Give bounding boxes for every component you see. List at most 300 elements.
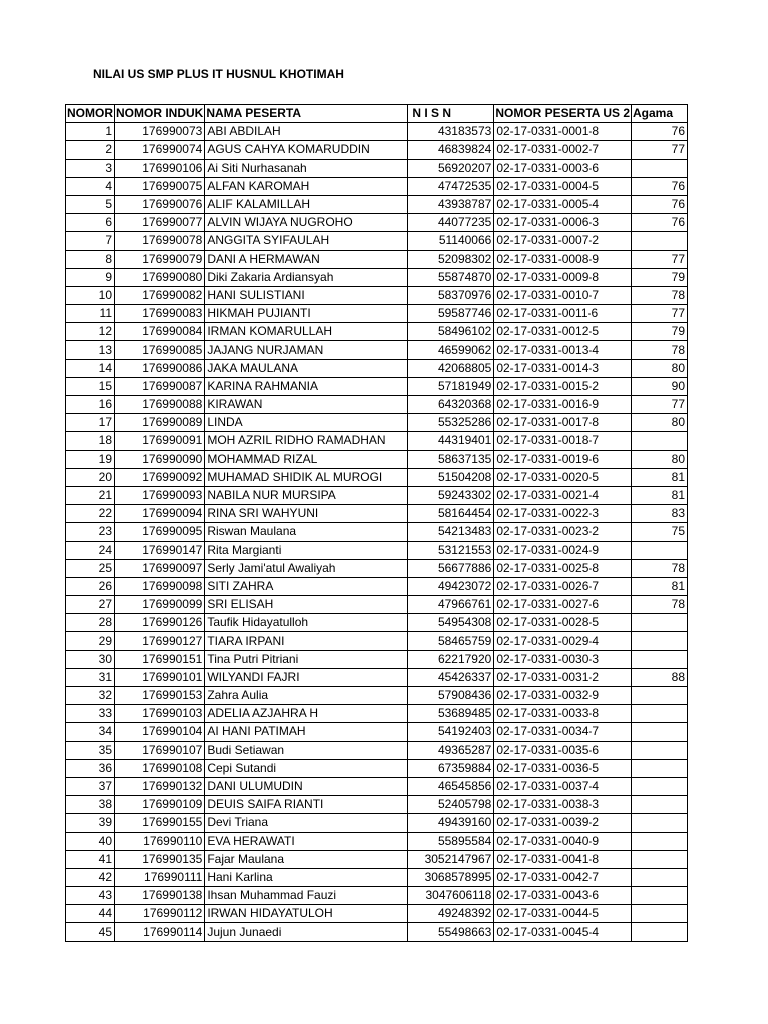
agama-score-cell bbox=[632, 814, 688, 832]
row-number: 17 bbox=[66, 414, 115, 432]
table-row bbox=[66, 141, 688, 159]
nomor-induk-cell: 176990155 bbox=[115, 814, 205, 832]
row-number: 14 bbox=[66, 359, 115, 377]
nisn-cell: 51504208 bbox=[408, 468, 494, 486]
agama-score-cell bbox=[632, 159, 688, 177]
nama-peserta-cell: Tina Putri Pitriani bbox=[205, 650, 408, 668]
agama-score-cell: 78 bbox=[632, 341, 688, 359]
agama-score-cell bbox=[632, 850, 688, 868]
nomor-peserta-cell: 02-17-0331-0041-8 bbox=[494, 850, 632, 868]
nama-peserta-cell: KIRAWAN bbox=[205, 396, 408, 414]
nomor-induk-cell: 176990132 bbox=[115, 777, 205, 795]
nomor-induk-cell: 176990135 bbox=[115, 850, 205, 868]
nomor-induk-cell: 176990106 bbox=[115, 159, 205, 177]
nisn-cell: 46839824 bbox=[408, 141, 494, 159]
nomor-induk-cell: 176990080 bbox=[115, 268, 205, 286]
table-row bbox=[66, 541, 688, 559]
nomor-induk-cell: 176990101 bbox=[115, 668, 205, 686]
nomor-peserta-cell: 02-17-0331-0029-4 bbox=[494, 632, 632, 650]
nisn-cell: 46545856 bbox=[408, 777, 494, 795]
nama-peserta-cell: EVA HERAWATI bbox=[205, 832, 408, 850]
nama-peserta-cell: Fajar Maulana bbox=[205, 850, 408, 868]
nisn-cell: 58637135 bbox=[408, 450, 494, 468]
agama-score-cell: 80 bbox=[632, 414, 688, 432]
nomor-peserta-cell: 02-17-0331-0003-6 bbox=[494, 159, 632, 177]
nama-peserta-cell: Zahra Aulia bbox=[205, 687, 408, 705]
row-number: 39 bbox=[66, 814, 115, 832]
agama-score-cell bbox=[632, 650, 688, 668]
agama-score-cell bbox=[632, 705, 688, 723]
nomor-peserta-cell: 02-17-0331-0008-9 bbox=[494, 250, 632, 268]
nama-peserta-cell: ALFAN KAROMAH bbox=[205, 177, 408, 195]
agama-score-cell bbox=[632, 741, 688, 759]
row-number: 25 bbox=[66, 559, 115, 577]
nisn-cell: 64320368 bbox=[408, 396, 494, 414]
nomor-induk-cell: 176990114 bbox=[115, 923, 205, 941]
agama-score-cell bbox=[632, 759, 688, 777]
nomor-peserta-cell: 02-17-0331-0044-5 bbox=[494, 905, 632, 923]
agama-score-cell: 76 bbox=[632, 177, 688, 195]
nisn-cell: 55498663 bbox=[408, 923, 494, 941]
agama-score-cell: 81 bbox=[632, 468, 688, 486]
row-number: 43 bbox=[66, 887, 115, 905]
row-number: 3 bbox=[66, 159, 115, 177]
nomor-peserta-cell: 02-17-0331-0036-5 bbox=[494, 759, 632, 777]
nomor-peserta-cell: 02-17-0331-0015-2 bbox=[494, 377, 632, 395]
nomor-induk-cell: 176990084 bbox=[115, 323, 205, 341]
nisn-cell: 55874870 bbox=[408, 268, 494, 286]
table-body bbox=[66, 123, 688, 941]
nama-peserta-cell: AI HANI PATIMAH bbox=[205, 723, 408, 741]
nomor-induk-cell: 176990147 bbox=[115, 541, 205, 559]
agama-score-cell bbox=[632, 723, 688, 741]
nama-peserta-cell: MOH AZRIL RIDHO RAMADHAN bbox=[205, 432, 408, 450]
nisn-cell: 3068578995 bbox=[408, 868, 494, 886]
row-number: 27 bbox=[66, 596, 115, 614]
nama-peserta-cell: LINDA bbox=[205, 414, 408, 432]
agama-score-cell: 75 bbox=[632, 523, 688, 541]
nisn-cell: 56677886 bbox=[408, 559, 494, 577]
agama-score-cell bbox=[632, 796, 688, 814]
nomor-induk-cell: 176990078 bbox=[115, 232, 205, 250]
nomor-induk-cell: 176990091 bbox=[115, 432, 205, 450]
nomor-induk-cell: 176990083 bbox=[115, 305, 205, 323]
nisn-cell: 52405798 bbox=[408, 796, 494, 814]
nomor-induk-cell: 176990112 bbox=[115, 905, 205, 923]
nomor-induk-cell: 176990097 bbox=[115, 559, 205, 577]
row-number: 36 bbox=[66, 759, 115, 777]
table-row bbox=[66, 523, 688, 541]
table-row bbox=[66, 796, 688, 814]
agama-score-cell: 80 bbox=[632, 450, 688, 468]
nama-peserta-cell: ADELIA AZJAHRA H bbox=[205, 705, 408, 723]
table-row bbox=[66, 723, 688, 741]
nomor-peserta-cell: 02-17-0331-0002-7 bbox=[494, 141, 632, 159]
nama-peserta-cell: Riswan Maulana bbox=[205, 523, 408, 541]
nomor-peserta-cell: 02-17-0331-0037-4 bbox=[494, 777, 632, 795]
nisn-cell: 53121553 bbox=[408, 541, 494, 559]
nama-peserta-cell: SRI ELISAH bbox=[205, 596, 408, 614]
row-number: 20 bbox=[66, 468, 115, 486]
nisn-cell: 49248392 bbox=[408, 905, 494, 923]
table-row bbox=[66, 505, 688, 523]
agama-score-cell bbox=[632, 832, 688, 850]
nisn-cell: 67359884 bbox=[408, 759, 494, 777]
header-nomor-induk: NOMOR INDUK bbox=[115, 105, 205, 123]
nama-peserta-cell: IRMAN KOMARULLAH bbox=[205, 323, 408, 341]
row-number: 26 bbox=[66, 577, 115, 595]
table-row bbox=[66, 177, 688, 195]
table-row bbox=[66, 159, 688, 177]
nomor-peserta-cell: 02-17-0331-0024-9 bbox=[494, 541, 632, 559]
nomor-peserta-cell: 02-17-0331-0043-6 bbox=[494, 887, 632, 905]
nisn-cell: 58465759 bbox=[408, 632, 494, 650]
nomor-peserta-cell: 02-17-0331-0033-8 bbox=[494, 705, 632, 723]
table-row bbox=[66, 250, 688, 268]
nisn-cell: 58164454 bbox=[408, 505, 494, 523]
nomor-peserta-cell: 02-17-0331-0039-2 bbox=[494, 814, 632, 832]
nama-peserta-cell: Cepi Sutandi bbox=[205, 759, 408, 777]
agama-score-cell bbox=[632, 887, 688, 905]
student-grades-table bbox=[65, 104, 688, 942]
nama-peserta-cell: Devi Triana bbox=[205, 814, 408, 832]
nama-peserta-cell: KARINA RAHMANIA bbox=[205, 377, 408, 395]
nomor-peserta-cell: 02-17-0331-0018-7 bbox=[494, 432, 632, 450]
agama-score-cell bbox=[632, 541, 688, 559]
row-number: 41 bbox=[66, 850, 115, 868]
agama-score-cell bbox=[632, 232, 688, 250]
agama-score-cell: 79 bbox=[632, 268, 688, 286]
nama-peserta-cell: IRWAN HIDAYATULOH bbox=[205, 905, 408, 923]
row-number: 23 bbox=[66, 523, 115, 541]
agama-score-cell: 80 bbox=[632, 359, 688, 377]
nomor-induk-cell: 176990109 bbox=[115, 796, 205, 814]
nomor-induk-cell: 176990138 bbox=[115, 887, 205, 905]
table-row bbox=[66, 614, 688, 632]
nomor-induk-cell: 176990093 bbox=[115, 486, 205, 504]
nomor-peserta-cell: 02-17-0331-0022-3 bbox=[494, 505, 632, 523]
nama-peserta-cell: ALIF KALAMILLAH bbox=[205, 195, 408, 213]
nomor-peserta-cell: 02-17-0331-0017-8 bbox=[494, 414, 632, 432]
nisn-cell: 59243302 bbox=[408, 486, 494, 504]
nomor-induk-cell: 176990087 bbox=[115, 377, 205, 395]
nisn-cell: 44077235 bbox=[408, 214, 494, 232]
table-row bbox=[66, 377, 688, 395]
nomor-induk-cell: 176990077 bbox=[115, 214, 205, 232]
nisn-cell: 59587746 bbox=[408, 305, 494, 323]
agama-score-cell: 76 bbox=[632, 123, 688, 141]
nomor-peserta-cell: 02-17-0331-0045-4 bbox=[494, 923, 632, 941]
row-number: 6 bbox=[66, 214, 115, 232]
nisn-cell: 3047606118 bbox=[408, 887, 494, 905]
nama-peserta-cell: SITI ZAHRA bbox=[205, 577, 408, 595]
table-row bbox=[66, 305, 688, 323]
agama-score-cell: 83 bbox=[632, 505, 688, 523]
table-row bbox=[66, 286, 688, 304]
nomor-peserta-cell: 02-17-0331-0005-4 bbox=[494, 195, 632, 213]
agama-score-cell bbox=[632, 868, 688, 886]
nomor-induk-cell: 176990127 bbox=[115, 632, 205, 650]
nama-peserta-cell: Taufik Hidayatulloh bbox=[205, 614, 408, 632]
table-row bbox=[66, 832, 688, 850]
nomor-peserta-cell: 02-17-0331-0027-6 bbox=[494, 596, 632, 614]
header-nama-peserta: NAMA PESERTA bbox=[205, 105, 408, 123]
nomor-peserta-cell: 02-17-0331-0010-7 bbox=[494, 286, 632, 304]
header-agama: Agama bbox=[632, 105, 688, 123]
nisn-cell: 56920207 bbox=[408, 159, 494, 177]
nomor-induk-cell: 176990151 bbox=[115, 650, 205, 668]
nisn-cell: 47966761 bbox=[408, 596, 494, 614]
row-number: 44 bbox=[66, 905, 115, 923]
table-row bbox=[66, 123, 688, 141]
nomor-peserta-cell: 02-17-0331-0011-6 bbox=[494, 305, 632, 323]
table-row bbox=[66, 195, 688, 213]
nisn-cell: 49365287 bbox=[408, 741, 494, 759]
nisn-cell: 54192403 bbox=[408, 723, 494, 741]
agama-score-cell: 78 bbox=[632, 559, 688, 577]
row-number: 38 bbox=[66, 796, 115, 814]
nisn-cell: 55895584 bbox=[408, 832, 494, 850]
nomor-induk-cell: 176990088 bbox=[115, 396, 205, 414]
nama-peserta-cell: MOHAMMAD RIZAL bbox=[205, 450, 408, 468]
row-number: 32 bbox=[66, 687, 115, 705]
row-number: 19 bbox=[66, 450, 115, 468]
agama-score-cell: 88 bbox=[632, 668, 688, 686]
agama-score-cell bbox=[632, 777, 688, 795]
table-row bbox=[66, 741, 688, 759]
table-row bbox=[66, 814, 688, 832]
agama-score-cell: 79 bbox=[632, 323, 688, 341]
row-number: 30 bbox=[66, 650, 115, 668]
table-row bbox=[66, 450, 688, 468]
table-row bbox=[66, 668, 688, 686]
nomor-peserta-cell: 02-17-0331-0009-8 bbox=[494, 268, 632, 286]
table-row bbox=[66, 396, 688, 414]
row-number: 2 bbox=[66, 141, 115, 159]
row-number: 7 bbox=[66, 232, 115, 250]
nama-peserta-cell: HIKMAH PUJIANTI bbox=[205, 305, 408, 323]
nomor-peserta-cell: 02-17-0331-0034-7 bbox=[494, 723, 632, 741]
row-number: 8 bbox=[66, 250, 115, 268]
nomor-induk-cell: 176990089 bbox=[115, 414, 205, 432]
row-number: 24 bbox=[66, 541, 115, 559]
header-nomor-peserta: NOMOR PESERTA US 2 bbox=[494, 105, 632, 123]
nama-peserta-cell: RINA SRI WAHYUNI bbox=[205, 505, 408, 523]
nomor-induk-cell: 176990104 bbox=[115, 723, 205, 741]
row-number: 15 bbox=[66, 377, 115, 395]
nama-peserta-cell: MUHAMAD SHIDIK AL MUROGI bbox=[205, 468, 408, 486]
nomor-peserta-cell: 02-17-0331-0020-5 bbox=[494, 468, 632, 486]
table-row bbox=[66, 577, 688, 595]
row-number: 16 bbox=[66, 396, 115, 414]
nisn-cell: 44319401 bbox=[408, 432, 494, 450]
nomor-peserta-cell: 02-17-0331-0028-5 bbox=[494, 614, 632, 632]
row-number: 31 bbox=[66, 668, 115, 686]
nomor-induk-cell: 176990075 bbox=[115, 177, 205, 195]
table-row bbox=[66, 650, 688, 668]
table-row bbox=[66, 268, 688, 286]
nomor-peserta-cell: 02-17-0331-0006-3 bbox=[494, 214, 632, 232]
table-row bbox=[66, 687, 688, 705]
row-number: 35 bbox=[66, 741, 115, 759]
nomor-peserta-cell: 02-17-0331-0014-3 bbox=[494, 359, 632, 377]
agama-score-cell: 90 bbox=[632, 377, 688, 395]
nisn-cell: 58370976 bbox=[408, 286, 494, 304]
table-row bbox=[66, 887, 688, 905]
nomor-peserta-cell: 02-17-0331-0040-9 bbox=[494, 832, 632, 850]
nama-peserta-cell: TIARA IRPANI bbox=[205, 632, 408, 650]
table-row bbox=[66, 432, 688, 450]
agama-score-cell bbox=[632, 614, 688, 632]
nomor-peserta-cell: 02-17-0331-0038-3 bbox=[494, 796, 632, 814]
table-row bbox=[66, 705, 688, 723]
nomor-induk-cell: 176990082 bbox=[115, 286, 205, 304]
agama-score-cell: 81 bbox=[632, 486, 688, 504]
nomor-induk-cell: 176990126 bbox=[115, 614, 205, 632]
row-number: 42 bbox=[66, 868, 115, 886]
nisn-cell: 54213483 bbox=[408, 523, 494, 541]
nama-peserta-cell: Rita Margianti bbox=[205, 541, 408, 559]
agama-score-cell bbox=[632, 687, 688, 705]
table-row bbox=[66, 596, 688, 614]
nomor-induk-cell: 176990076 bbox=[115, 195, 205, 213]
row-number: 18 bbox=[66, 432, 115, 450]
nama-peserta-cell: WILYANDI FAJRI bbox=[205, 668, 408, 686]
agama-score-cell: 81 bbox=[632, 577, 688, 595]
nama-peserta-cell: HANI SULISTIANI bbox=[205, 286, 408, 304]
nisn-cell: 57908436 bbox=[408, 687, 494, 705]
table-row bbox=[66, 359, 688, 377]
row-number: 13 bbox=[66, 341, 115, 359]
nomor-peserta-cell: 02-17-0331-0025-8 bbox=[494, 559, 632, 577]
nomor-induk-cell: 176990073 bbox=[115, 123, 205, 141]
nisn-cell: 53689485 bbox=[408, 705, 494, 723]
row-number: 29 bbox=[66, 632, 115, 650]
nomor-peserta-cell: 02-17-0331-0035-6 bbox=[494, 741, 632, 759]
nomor-peserta-cell: 02-17-0331-0013-4 bbox=[494, 341, 632, 359]
row-number: 12 bbox=[66, 323, 115, 341]
row-number: 10 bbox=[66, 286, 115, 304]
nomor-peserta-cell: 02-17-0331-0019-6 bbox=[494, 450, 632, 468]
nomor-peserta-cell: 02-17-0331-0026-7 bbox=[494, 577, 632, 595]
nomor-peserta-cell: 02-17-0331-0031-2 bbox=[494, 668, 632, 686]
nomor-induk-cell: 176990092 bbox=[115, 468, 205, 486]
nomor-peserta-cell: 02-17-0331-0023-2 bbox=[494, 523, 632, 541]
row-number: 21 bbox=[66, 486, 115, 504]
nomor-induk-cell: 176990103 bbox=[115, 705, 205, 723]
nomor-peserta-cell: 02-17-0331-0001-8 bbox=[494, 123, 632, 141]
nama-peserta-cell: JAKA MAULANA bbox=[205, 359, 408, 377]
nomor-peserta-cell: 02-17-0331-0030-3 bbox=[494, 650, 632, 668]
table-row bbox=[66, 559, 688, 577]
row-number: 37 bbox=[66, 777, 115, 795]
table-row bbox=[66, 486, 688, 504]
nomor-peserta-cell: 02-17-0331-0016-9 bbox=[494, 396, 632, 414]
nomor-peserta-cell: 02-17-0331-0004-5 bbox=[494, 177, 632, 195]
nama-peserta-cell: JAJANG NURJAMAN bbox=[205, 341, 408, 359]
nama-peserta-cell: ALVIN WIJAYA NUGROHO bbox=[205, 214, 408, 232]
row-number: 33 bbox=[66, 705, 115, 723]
agama-score-cell: 77 bbox=[632, 305, 688, 323]
row-number: 28 bbox=[66, 614, 115, 632]
agama-score-cell: 77 bbox=[632, 141, 688, 159]
row-number: 1 bbox=[66, 123, 115, 141]
nomor-induk-cell: 176990079 bbox=[115, 250, 205, 268]
nama-peserta-cell: Ihsan Muhammad Fauzi bbox=[205, 887, 408, 905]
agama-score-cell bbox=[632, 905, 688, 923]
table-row bbox=[66, 414, 688, 432]
nama-peserta-cell: AGUS CAHYA KOMARUDDIN bbox=[205, 141, 408, 159]
nisn-cell: 55325286 bbox=[408, 414, 494, 432]
table-row bbox=[66, 232, 688, 250]
row-number: 9 bbox=[66, 268, 115, 286]
table-row bbox=[66, 341, 688, 359]
nisn-cell: 52098302 bbox=[408, 250, 494, 268]
agama-score-cell: 77 bbox=[632, 396, 688, 414]
table-row bbox=[66, 923, 688, 941]
table-row bbox=[66, 868, 688, 886]
table-row bbox=[66, 323, 688, 341]
nama-peserta-cell: DANI ULUMUDIN bbox=[205, 777, 408, 795]
table-row bbox=[66, 632, 688, 650]
table-row bbox=[66, 468, 688, 486]
nomor-induk-cell: 176990108 bbox=[115, 759, 205, 777]
agama-score-cell bbox=[632, 432, 688, 450]
nomor-induk-cell: 176990086 bbox=[115, 359, 205, 377]
nomor-induk-cell: 176990111 bbox=[115, 868, 205, 886]
row-number: 4 bbox=[66, 177, 115, 195]
nisn-cell: 54954308 bbox=[408, 614, 494, 632]
table-row bbox=[66, 850, 688, 868]
nomor-induk-cell: 176990110 bbox=[115, 832, 205, 850]
header-row bbox=[66, 105, 688, 123]
agama-score-cell: 76 bbox=[632, 195, 688, 213]
table-row bbox=[66, 777, 688, 795]
row-number: 5 bbox=[66, 195, 115, 213]
nisn-cell: 49439160 bbox=[408, 814, 494, 832]
nama-peserta-cell: DANI A HERMAWAN bbox=[205, 250, 408, 268]
nama-peserta-cell: ANGGITA SYIFAULAH bbox=[205, 232, 408, 250]
nama-peserta-cell: DEUIS SAIFA RIANTI bbox=[205, 796, 408, 814]
row-number: 11 bbox=[66, 305, 115, 323]
nisn-cell: 58496102 bbox=[408, 323, 494, 341]
nama-peserta-cell: Jujun Junaedi bbox=[205, 923, 408, 941]
agama-score-cell: 77 bbox=[632, 250, 688, 268]
header-nisn: N I S N bbox=[408, 105, 494, 123]
nisn-cell: 51140066 bbox=[408, 232, 494, 250]
nomor-induk-cell: 176990099 bbox=[115, 596, 205, 614]
nomor-induk-cell: 176990094 bbox=[115, 505, 205, 523]
nama-peserta-cell: Budi Setiawan bbox=[205, 741, 408, 759]
agama-score-cell: 78 bbox=[632, 596, 688, 614]
nama-peserta-cell: Diki Zakaria Ardiansyah bbox=[205, 268, 408, 286]
row-number: 22 bbox=[66, 505, 115, 523]
nomor-peserta-cell: 02-17-0331-0021-4 bbox=[494, 486, 632, 504]
agama-score-cell bbox=[632, 923, 688, 941]
nomor-induk-cell: 176990098 bbox=[115, 577, 205, 595]
table-row bbox=[66, 214, 688, 232]
nomor-induk-cell: 176990107 bbox=[115, 741, 205, 759]
nomor-peserta-cell: 02-17-0331-0012-5 bbox=[494, 323, 632, 341]
table-row bbox=[66, 905, 688, 923]
nisn-cell: 62217920 bbox=[408, 650, 494, 668]
document-title: NILAI US SMP PLUS IT HUSNUL KHOTIMAH bbox=[93, 67, 344, 81]
nisn-cell: 46599062 bbox=[408, 341, 494, 359]
nomor-induk-cell: 176990074 bbox=[115, 141, 205, 159]
nomor-peserta-cell: 02-17-0331-0042-7 bbox=[494, 868, 632, 886]
header-no: NOMOR bbox=[66, 105, 115, 123]
nisn-cell: 3052147967 bbox=[408, 850, 494, 868]
